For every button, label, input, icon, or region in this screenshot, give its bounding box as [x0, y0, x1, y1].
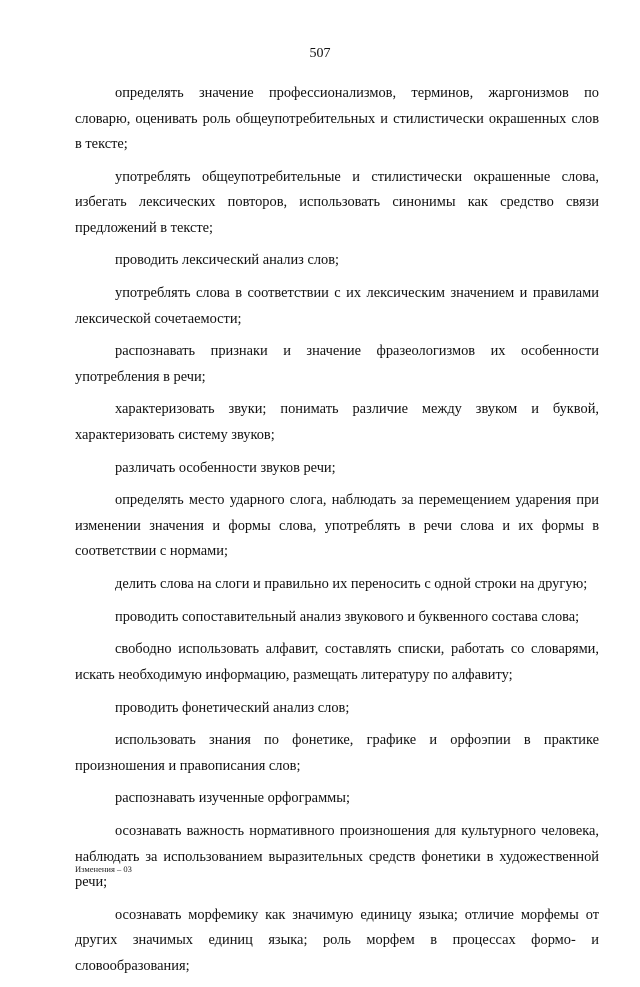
paragraph-4: употреблять слова в соответствии с их лексическим значением и правилами лексической сочетаемости; [75, 285, 599, 327]
revision-footer: Изменения – 03 [75, 864, 132, 874]
paragraph-2: употреблять общеупотребительные и стилистически окрашенные слова, избегать лексических повторов, использовать синонимы как средство связи предложений в тексте; [75, 168, 599, 236]
page-number: 507 [309, 46, 331, 61]
paragraph-14: распознавать изученные орфограммы; [115, 790, 350, 807]
paragraph-7: различать особенности звуков речи; [115, 459, 336, 476]
paragraph-11: свободно использовать алфавит, составлять списки, работать со словарями, искать необходимую информацию, размещать литературу по алфавиту; [75, 641, 599, 683]
paragraph-9: делить слова на слоги и правильно их переносить с одной строки на другую; [115, 576, 588, 592]
paragraph-16: осознавать морфемику как значимую единицу языка; отличие морфемы от других значимых единиц языка; роль морфем в процессах формо- и словообразования; [75, 906, 599, 974]
paragraph-1: определять значение профессионализмов, терминов, жаргонизмов по словарю, оценивать роль общеупотребительных и стилистически окрашенных слов в тексте; [75, 85, 599, 152]
paragraph-6: характеризовать звуки; понимать различие между звуком и буквой, характеризовать систему звуков; [75, 401, 599, 443]
paragraph-5: распознавать признаки и значение фразеологизмов их особенности употребления в речи; [75, 343, 599, 385]
document-body [75, 81, 599, 987]
paragraph-13: использовать знания по фонетике, графике и орфоэпии в практике произношения и правописания слов; [75, 732, 599, 774]
paragraph-10: проводить сопоставительный анализ звукового и буквенного состава слова; [115, 608, 580, 625]
paragraph-8: определять место ударного слога, наблюдать за перемещением ударения при изменении значения и формы слова, употреблять в речи слова и их формы в соответствии с нормами; [75, 492, 599, 560]
paragraph-12: проводить фонетический анализ слов; [115, 699, 350, 716]
paragraph-3: проводить лексический анализ слов; [115, 252, 340, 269]
paragraph-15: осознавать важность нормативного произношения для культурного человека, наблюдать за использованием выразительных средств фонетики в художественной речи; [75, 823, 599, 891]
